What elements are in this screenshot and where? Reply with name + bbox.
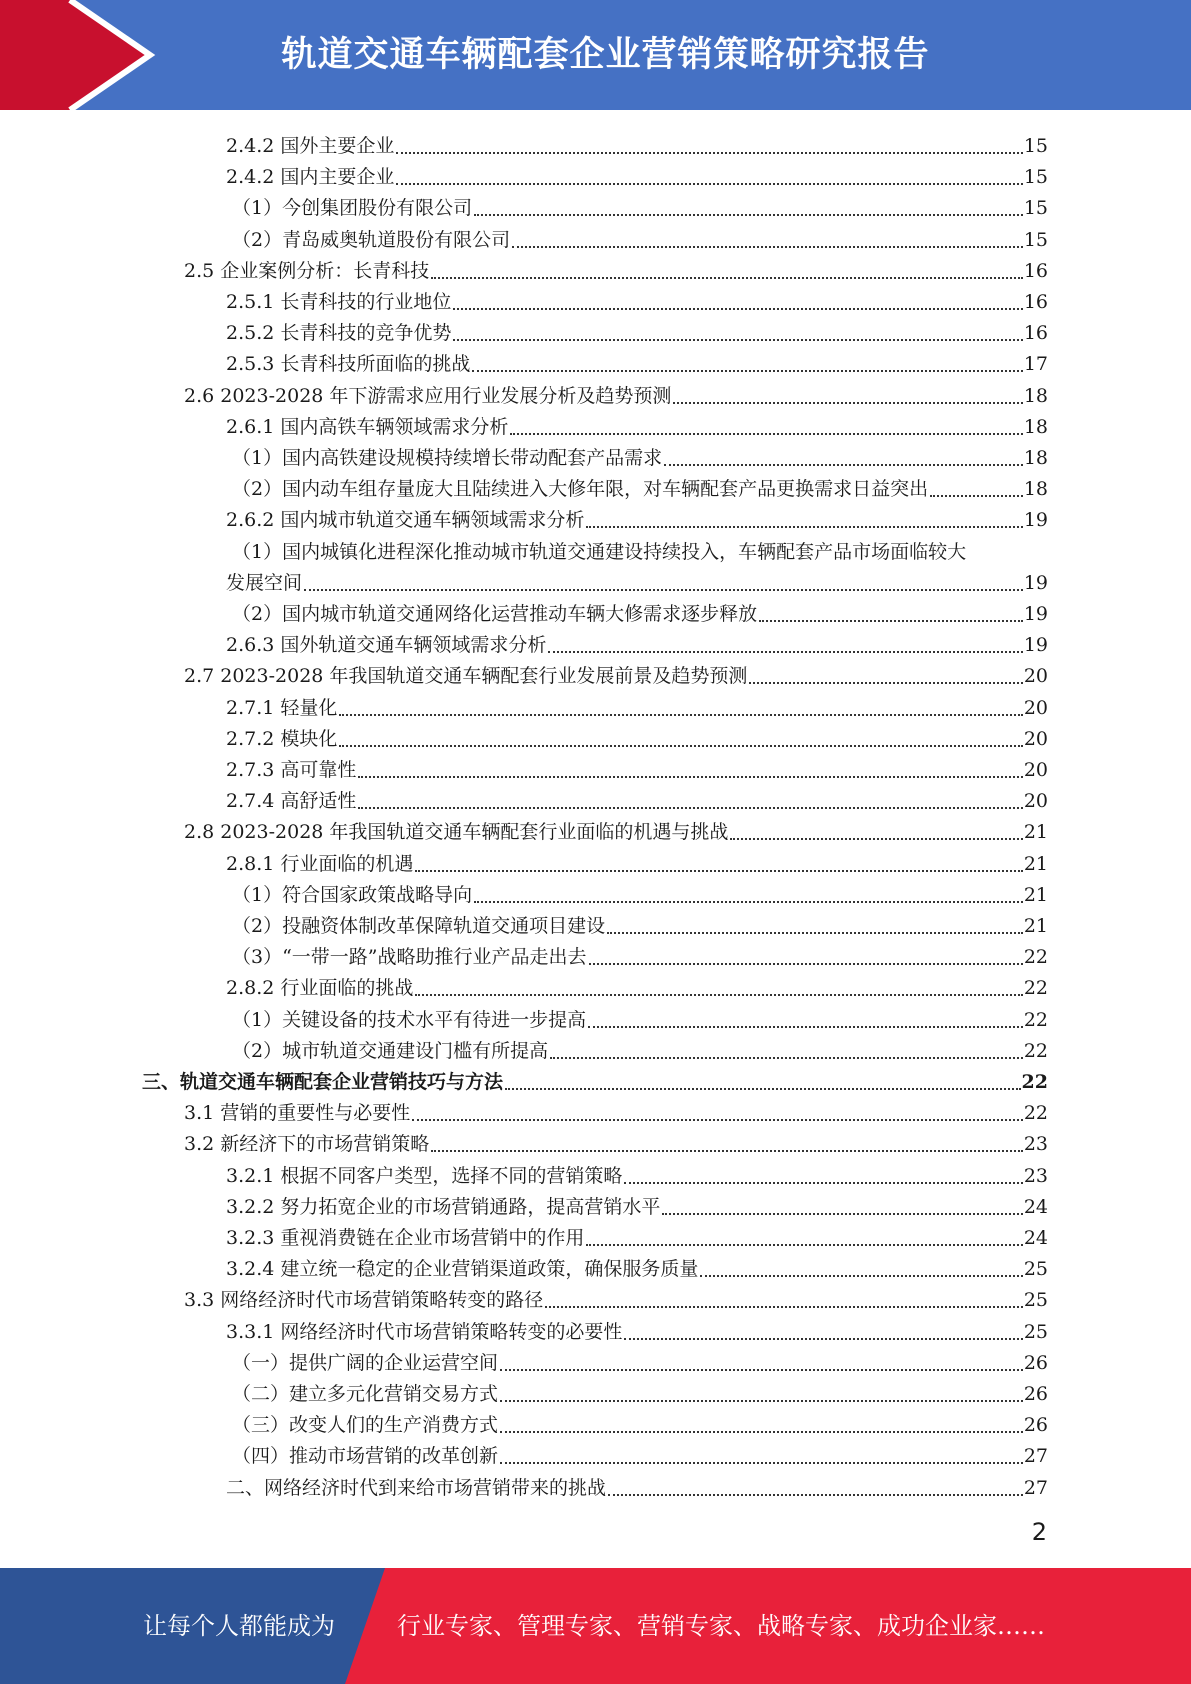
toc-entry xyxy=(226,1313,1048,1344)
toc-entry-label: 2.5 企业案例分析：长青科技 xyxy=(184,259,430,282)
toc-dot-leader xyxy=(474,208,1023,216)
toc-dot-leader xyxy=(930,489,1023,497)
toc-entry-label: 2.7.2 模块化 xyxy=(226,727,338,750)
toc-dot-leader xyxy=(700,1269,1022,1277)
toc-entry xyxy=(232,470,1048,501)
toc-entry-page: 22 xyxy=(1023,946,1048,969)
toc-dot-leader xyxy=(510,427,1022,435)
toc-entry-page: 22 xyxy=(1023,1102,1048,1125)
toc-dot-leader xyxy=(759,614,1023,622)
toc-entry xyxy=(226,127,1048,158)
toc-entry xyxy=(232,221,1048,252)
toc-dot-leader xyxy=(505,1082,1021,1090)
toc-entry xyxy=(184,252,1048,283)
toc-entry-page: 21 xyxy=(1023,883,1048,906)
toc-entry xyxy=(232,907,1048,938)
toc-entry xyxy=(226,408,1048,439)
toc-entry xyxy=(226,782,1048,813)
toc-entry-label: 3.3 网络经济时代市场营销策略转变的路径 xyxy=(184,1289,544,1312)
toc-entry xyxy=(232,1001,1048,1032)
toc-dot-leader xyxy=(304,583,1023,591)
toc-entry xyxy=(232,189,1048,220)
toc-dot-leader xyxy=(664,458,1023,466)
toc-dot-leader xyxy=(415,864,1022,872)
toc-entry xyxy=(232,1344,1048,1375)
toc-entry-page: 21 xyxy=(1023,852,1048,875)
toc-dot-leader xyxy=(474,895,1023,903)
toc-entry xyxy=(226,1188,1048,1219)
toc-dot-leader xyxy=(545,1300,1023,1308)
toc-entry-page: 18 xyxy=(1023,447,1048,469)
toc-entry-label: （1）国内城镇化进程深化推动城市轨道交通建设持续投入，车辆配套产品市场面临较大 xyxy=(232,540,967,563)
toc-dot-leader xyxy=(500,1425,1023,1433)
toc-entry-label: 发展空间 xyxy=(226,571,303,594)
toc-dot-leader xyxy=(608,1488,1023,1496)
toc-dot-leader xyxy=(396,177,1022,185)
toc-entry-label: （1）符合国家政策战略导向 xyxy=(232,883,473,906)
report-title: 轨道交通车辆配套企业营销策略研究报告 xyxy=(281,35,930,75)
toc-entry-label: （2）国内动车组存量庞大且陆续进入大修年限，对车辆配套产品更换需求日益突出 xyxy=(232,478,929,501)
toc-entry-label: 3.3.1 网络经济时代市场营销策略转变的必要性 xyxy=(226,1320,623,1343)
toc-entry-page: 16 xyxy=(1023,259,1048,282)
toc-entry-label: （1）国内高铁建设规模持续增长带动配套产品需求 xyxy=(232,447,663,469)
toc-entry-page: 21 xyxy=(1023,821,1048,844)
toc-entry xyxy=(184,657,1048,688)
toc-entry-page: 20 xyxy=(1023,759,1048,781)
toc-entry xyxy=(226,1469,1048,1500)
toc-entry-label: 2.6.1 国内高铁车辆领域需求分析 xyxy=(226,415,509,438)
toc-entry xyxy=(226,501,1048,532)
toc-entry-page: 20 xyxy=(1023,665,1048,688)
toc-entry xyxy=(184,377,1048,408)
toc-entry-page: 19 xyxy=(1023,571,1048,594)
toc-dot-leader xyxy=(339,708,1022,716)
toc-entry-label: 2.6.2 国内城市轨道交通车辆领域需求分析 xyxy=(226,509,585,532)
toc-dot-leader xyxy=(358,770,1022,778)
toc-entry-label: （1）关键设备的技术水平有待进一步提高 xyxy=(232,1008,587,1031)
toc-entry xyxy=(226,283,1048,314)
toc-entry-page: 24 xyxy=(1023,1195,1048,1218)
toc-entry xyxy=(232,595,1048,626)
toc-entry-label: 2.8 2023-2028 年我国轨道交通车辆配套行业面临的机遇与挑战 xyxy=(184,821,729,844)
toc-entry-page: 19 xyxy=(1023,634,1048,657)
toc-entry xyxy=(232,876,1048,907)
toc-entry xyxy=(232,533,1048,564)
toc-entry xyxy=(232,439,1048,470)
toc-dot-leader xyxy=(396,146,1022,154)
toc-entry xyxy=(226,969,1048,1000)
toc-entry-label: （2）国内城市轨道交通网络化运营推动车辆大修需求逐步释放 xyxy=(232,603,758,625)
toc-entry-page: 22 xyxy=(1023,1039,1048,1062)
toc-entry-page: 15 xyxy=(1023,166,1048,189)
toc-dot-leader xyxy=(431,271,1023,279)
toc-entry xyxy=(142,1063,1048,1094)
toc-dot-leader xyxy=(431,1144,1023,1152)
toc-entry-page: 21 xyxy=(1023,915,1048,937)
toc-dot-leader xyxy=(662,1207,1022,1215)
toc-entry xyxy=(184,1094,1048,1125)
toc-dot-leader xyxy=(624,1176,1022,1184)
toc-entry-label: 2.5.3 长青科技所面临的挑战 xyxy=(226,353,471,376)
toc-entry-label: 2.4.2 国外主要企业 xyxy=(226,135,395,157)
toc-entry-label: 3.2.4 建立统一稳定的企业营销渠道政策，确保服务质量 xyxy=(226,1258,699,1281)
toc-entry-page: 22 xyxy=(1021,1071,1048,1093)
toc-entry-page: 16 xyxy=(1023,291,1048,313)
toc-entry-label: 2.7 2023-2028 年我国轨道交通车辆配套行业发展前景及趋势预测 xyxy=(184,665,748,688)
toc-dot-leader xyxy=(730,832,1022,840)
page-number: 2 xyxy=(1031,1518,1047,1546)
toc-dot-leader xyxy=(548,645,1022,653)
toc-entry-label: 三、轨道交通车辆配套企业营销技巧与方法 xyxy=(142,1071,504,1093)
toc-entry-page: 25 xyxy=(1023,1320,1048,1343)
toc-entry-label: 3.2.1 根据不同客户类型，选择不同的营销策略 xyxy=(226,1164,623,1187)
toc-dot-leader xyxy=(586,1238,1022,1246)
toc-entry-page: 23 xyxy=(1023,1164,1048,1187)
toc-entry xyxy=(226,1219,1048,1250)
toc-entry xyxy=(226,158,1048,189)
toc-entry xyxy=(184,1281,1048,1312)
toc-entry-label: 3.1 营销的重要性与必要性 xyxy=(184,1102,411,1125)
toc-entry-label: 2.7.3 高可靠性 xyxy=(226,759,357,781)
toc-dot-leader xyxy=(358,801,1022,809)
toc-dot-leader xyxy=(589,957,1023,965)
toc-entry-page: 27 xyxy=(1023,1445,1048,1468)
toc-dot-leader xyxy=(453,333,1022,341)
toc-entry-label: （三）改变人们的生产消费方式 xyxy=(232,1414,499,1437)
toc-entry-label: 2.5.2 长青科技的竞争优势 xyxy=(226,322,452,345)
toc-entry-label: 2.4.2 国内主要企业 xyxy=(226,166,395,189)
toc-dot-leader xyxy=(500,1394,1023,1402)
toc-entry-page: 26 xyxy=(1023,1414,1048,1437)
toc-entry-page: 15 xyxy=(1023,135,1048,157)
toc-entry-page: 26 xyxy=(1023,1383,1048,1405)
toc-entry-page: 18 xyxy=(1023,415,1048,438)
toc-entry-page: 25 xyxy=(1023,1289,1048,1312)
toc-dot-leader xyxy=(550,1051,1023,1059)
toc-entry xyxy=(232,1375,1048,1406)
toc-dot-leader xyxy=(586,520,1022,528)
toc-dot-leader xyxy=(500,1456,1023,1464)
toc-entry-label: （2）投融资体制改革保障轨道交通项目建设 xyxy=(232,915,606,937)
toc-dot-leader xyxy=(415,988,1022,996)
toc-entry-page: 16 xyxy=(1023,322,1048,345)
toc-entry xyxy=(226,751,1048,782)
toc-entry-page: 15 xyxy=(1023,197,1048,220)
toc-entry-label: 2.6 2023-2028 年下游需求应用行业发展分析及趋势预测 xyxy=(184,384,672,407)
toc-entry-label: 2.8.2 行业面临的挑战 xyxy=(226,977,414,1000)
toc-entry-label: 3.2 新经济下的市场营销策略 xyxy=(184,1133,430,1156)
toc-entry-label: 3.2.2 努力拓宽企业的市场营销通路，提高营销水平 xyxy=(226,1195,661,1218)
toc-entry-label: （一）提供广阔的企业运营空间 xyxy=(232,1351,499,1374)
toc-entry xyxy=(184,813,1048,844)
toc-entry-page: 27 xyxy=(1023,1476,1048,1499)
toc-entry-label: 2.5.1 长青科技的行业地位 xyxy=(226,291,452,313)
footer-slogan-right: 行业专家、管理专家、营销专家、战略专家、成功企业家…… xyxy=(397,1612,1045,1640)
report-header-banner xyxy=(0,0,1191,110)
toc-dot-leader xyxy=(588,1020,1023,1028)
toc-entry-page: 15 xyxy=(1023,228,1048,251)
toc-entry-label: 2.7.4 高舒适性 xyxy=(226,790,357,813)
footer-slogan-left: 让每个人都能成为 xyxy=(143,1612,335,1640)
toc-entry-page: 22 xyxy=(1023,977,1048,1000)
toc-entry-label: （3）“一带一路”战略助推行业产品走出去 xyxy=(232,946,587,969)
toc-entry-label: （2）城市轨道交通建设门槛有所提高 xyxy=(232,1039,549,1062)
toc-entry xyxy=(184,1125,1048,1156)
toc-dot-leader xyxy=(472,364,1022,372)
toc-entry-page: 26 xyxy=(1023,1351,1048,1374)
toc-entry xyxy=(226,720,1048,751)
toc-entry-page: 19 xyxy=(1023,603,1048,625)
toc-entry-label: 2.8.1 行业面临的机遇 xyxy=(226,852,414,875)
toc-entry-label: 二、网络经济时代到来给市场营销带来的挑战 xyxy=(226,1476,607,1499)
toc-dot-leader xyxy=(453,302,1022,310)
toc-dot-leader xyxy=(624,1332,1022,1340)
toc-entry-page: 25 xyxy=(1023,1258,1048,1281)
toc-entry xyxy=(226,626,1048,657)
toc-entry-page: 20 xyxy=(1023,696,1048,719)
toc-entry xyxy=(226,689,1048,720)
toc-entry-page: 19 xyxy=(1023,509,1048,532)
toc-dot-leader xyxy=(607,926,1023,934)
toc-entry-page: 24 xyxy=(1023,1227,1048,1249)
toc-entry-label: 3.2.3 重视消费链在企业市场营销中的作用 xyxy=(226,1227,585,1249)
toc-entry xyxy=(226,314,1048,345)
toc-entry-page: 18 xyxy=(1023,478,1048,501)
toc-entry-page: 23 xyxy=(1023,1133,1048,1156)
toc-entry-page: 22 xyxy=(1023,1008,1048,1031)
toc-entry-label: 2.7.1 轻量化 xyxy=(226,696,338,719)
toc-entry-label: （四）推动市场营销的改革创新 xyxy=(232,1445,499,1468)
toc-entry-page: 17 xyxy=(1023,353,1048,376)
toc-dot-leader xyxy=(749,676,1022,684)
toc-dot-leader xyxy=(412,1113,1023,1121)
toc-entry xyxy=(226,845,1048,876)
toc-dot-leader xyxy=(500,1363,1023,1371)
toc-entry xyxy=(226,1157,1048,1188)
toc-entry-page: 20 xyxy=(1023,727,1048,750)
toc-entry xyxy=(226,345,1048,376)
toc-entry xyxy=(232,938,1048,969)
toc-entry-page: 20 xyxy=(1023,790,1048,813)
toc-dot-leader xyxy=(673,396,1022,404)
toc-entry xyxy=(232,1406,1048,1437)
toc-entry xyxy=(226,564,1048,595)
footer-banner xyxy=(0,1568,1191,1684)
toc-entry-label: 2.6.3 国外轨道交通车辆领域需求分析 xyxy=(226,634,547,657)
toc-entry xyxy=(232,1032,1048,1063)
toc-dot-leader xyxy=(339,739,1022,747)
toc-entry xyxy=(226,1250,1048,1281)
toc-entry xyxy=(232,1437,1048,1468)
toc-dot-leader xyxy=(512,240,1023,248)
toc-entry-label: （二）建立多元化营销交易方式 xyxy=(232,1383,499,1405)
toc-entry-page: 18 xyxy=(1023,384,1048,407)
toc-entry-label: （1）今创集团股份有限公司 xyxy=(232,197,473,220)
toc-entry-label: （2）青岛威奥轨道股份有限公司 xyxy=(232,228,511,251)
